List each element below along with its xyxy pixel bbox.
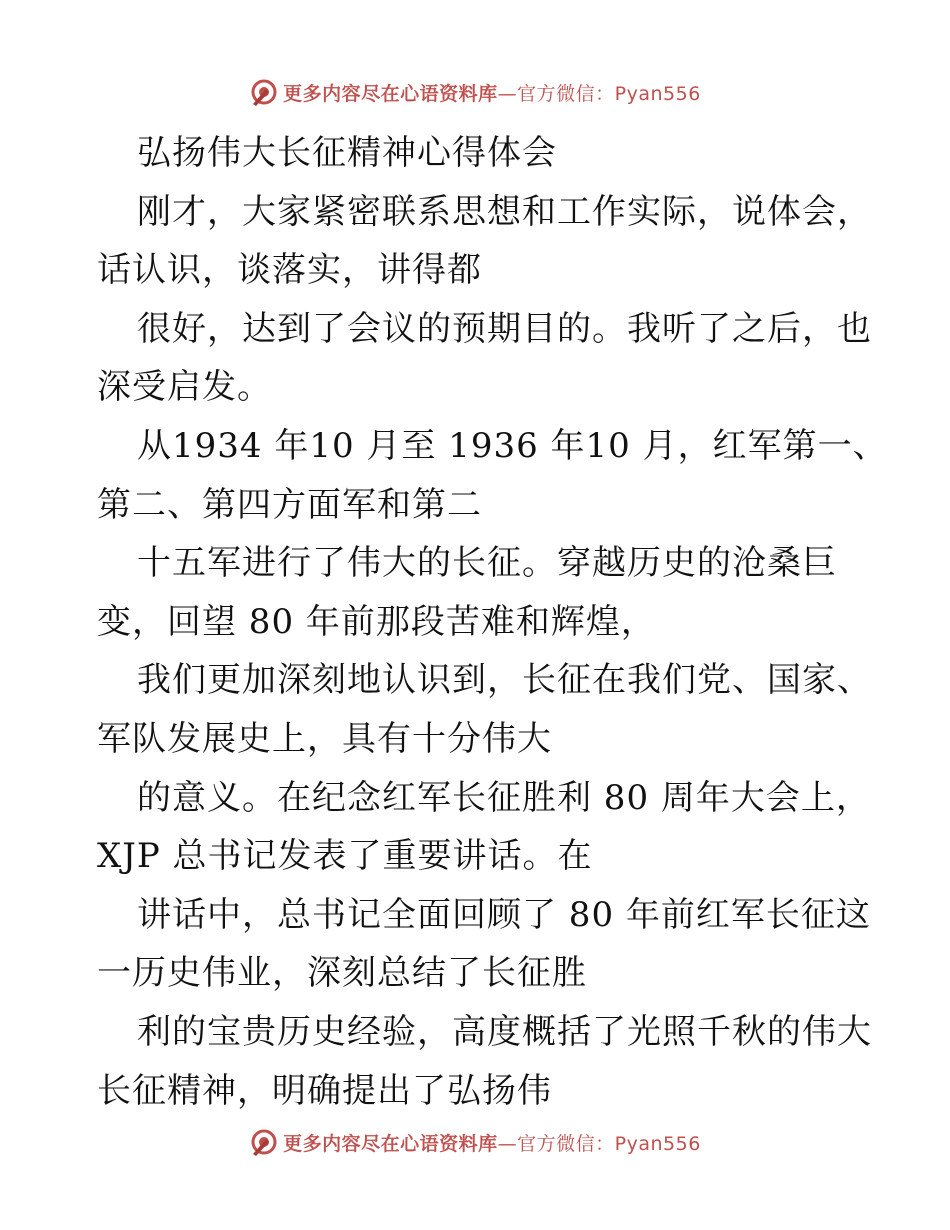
header-wechat-text: 官方微信：Pyan556: [517, 82, 701, 105]
paragraph-line: 从1934 年10 月至 1936 年10 月，红军第一、: [137, 425, 888, 466]
document-body: [97, 124, 888, 1120]
paragraph-line: 变，回望 80 年前那段苦难和辉煌，: [97, 601, 656, 642]
paragraph-line: XJP 总书记发表了重要讲话。在: [97, 836, 593, 877]
paragraph-line: 利的宝贵历史经验，高度概括了光照千秋的伟大: [137, 1011, 872, 1052]
paragraph-line: 长征精神，明确提出了弘扬伟: [97, 1070, 552, 1111]
paragraph-line: 军队发展史上，具有十分伟大: [97, 718, 552, 759]
header-separator: —: [497, 82, 518, 105]
paragraph-line: 讲话中，总书记全面回顾了 80 年前红军长征这: [137, 894, 871, 935]
paragraph-line: 十五军进行了伟大的长征。穿越历史的沧桑巨: [137, 543, 837, 584]
header-banner-text: [283, 79, 701, 106]
paragraph-line: 我们更加深刻地认识到，长征在我们党、国家、: [137, 660, 872, 701]
paragraph-line: 第二、第四方面军和第二: [97, 484, 482, 525]
footer-site-text: 更多内容尽在心语资料库: [283, 1132, 498, 1155]
paragraph-line: 深受启发。: [97, 367, 272, 408]
paragraph-line: 的意义。在纪念红军长征胜利 80 周年大会上，: [137, 777, 871, 818]
paragraph-line: 一历史伟业，深刻总结了长征胜: [97, 953, 587, 994]
red-pen-circle-logo-icon: [249, 77, 279, 107]
header-site-text: 更多内容尽在心语资料库: [283, 82, 498, 105]
red-pen-circle-logo-icon: [249, 1127, 279, 1157]
paragraph-line: 话认识，谈落实，讲得都: [97, 250, 482, 291]
paragraph-line: 刚才，大家紧密联系思想和工作实际，说体会，: [137, 191, 872, 232]
footer-banner-text: [283, 1129, 701, 1156]
footer-separator: —: [497, 1132, 518, 1155]
header-watermark-banner: [0, 72, 950, 112]
paragraph-line: 很好，达到了会议的预期目的。我听了之后，也: [137, 308, 872, 349]
document-title: 弘扬伟大长征精神心得体会: [137, 133, 557, 173]
footer-watermark-banner: [0, 1122, 950, 1162]
footer-wechat-text: 官方微信：Pyan556: [517, 1132, 701, 1155]
